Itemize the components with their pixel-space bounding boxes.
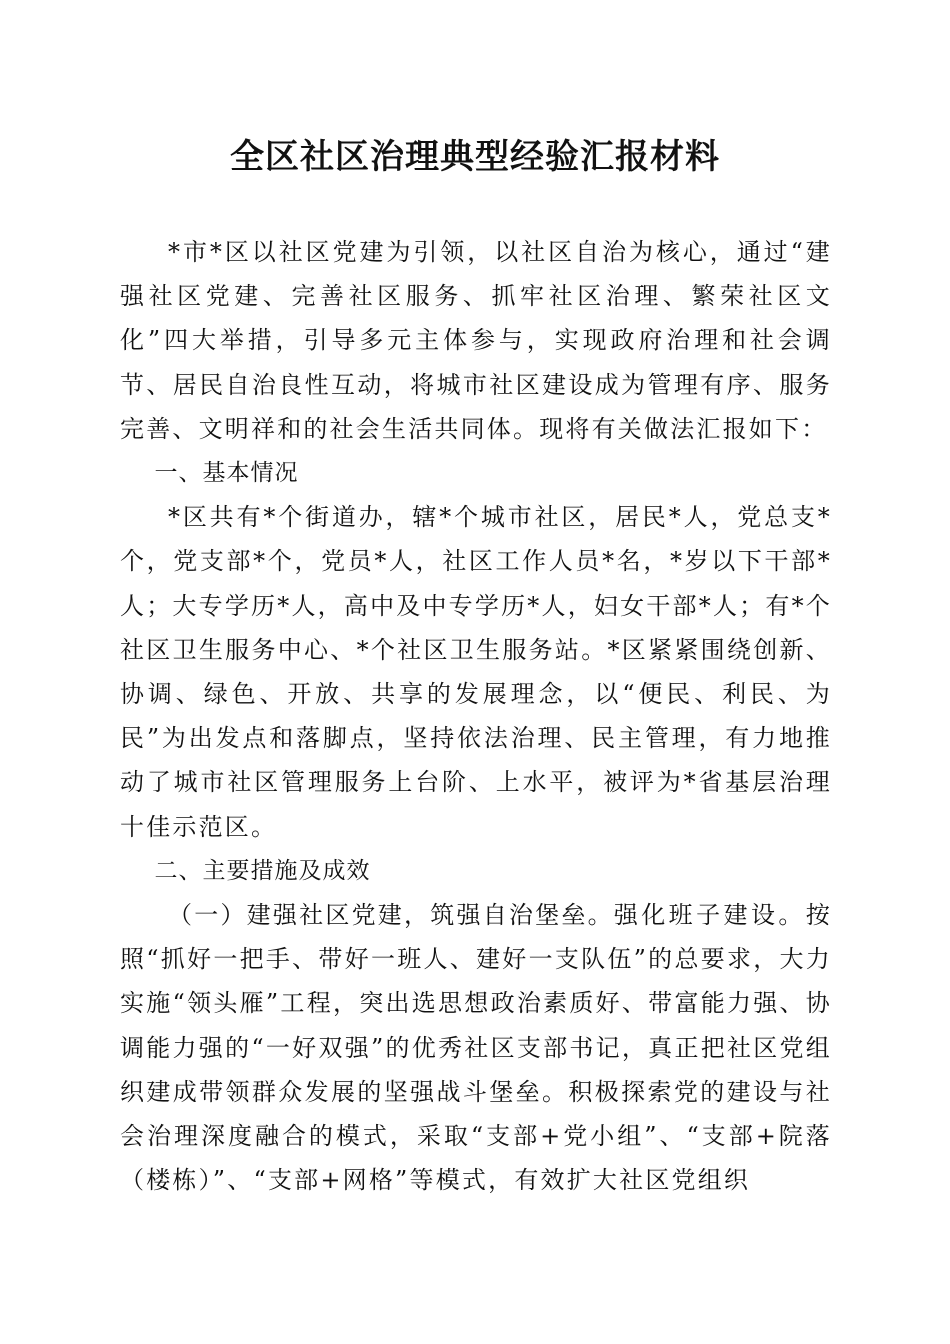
basic-situation-paragraph: *区共有*个街道办，辖*个城市社区，居民*人，党总支*个，党支部*个，党员*人，社区工作人员*名，*岁以下干部*人；大专学历*人，高中及中专学历*人，妇女干部*人；有*个社区卫生服务中心、*个社区卫生服务站。*区紧紧围绕创新、协调、绿色、开放、共享的发展理念，以“便民、利民、为民”为出发点和落脚点，坚持依法治理、民主管理，有力地推动了城市社区管理服务上台阶、上水平，被评为*省基层治理十佳示范区。 bbox=[120, 503, 832, 841]
subsection-text-party-building: 强化班子建设。按照“抓好一把手、带好一班人、建好一支队伍”的总要求，大力实施“领头雁”工程，突出选思想政治素质好、带富能力强、协调能力强的“一好双强”的优秀社区支部书记，真正把社区党组织建成带领群众发展的坚强战斗堡垒。积极探索党的建设与社会治理深度融合的模式，采取“支部+党小组”、“支部+院落（楼栋）”、“支部+网格”等模式，有效扩大社区党组织 bbox=[120, 901, 832, 1195]
document-title: 全区社区治理典型经验汇报材料 bbox=[230, 137, 720, 177]
section-heading-basic-situation: 一、基本情况 bbox=[154, 460, 299, 487]
subsection-lead-party-building: （一）建强社区党建，筑强自治堡垒。 bbox=[168, 901, 614, 930]
measures-paragraph bbox=[120, 893, 832, 1202]
intro-paragraph: *市*区以社区党建为引领，以社区自治为核心，通过“建强社区党建、完善社区服务、抓牢社区治理、繁荣社区文化”四大举措，引导多元主体参与，实现政府治理和社会调节、居民自治良性互动，将城市社区建设成为管理有序、服务完善、文明祥和的社会生活共同体。现将有关做法汇报如下： bbox=[120, 238, 832, 443]
section-heading-main-measures: 二、主要措施及成效 bbox=[154, 857, 371, 884]
document-body bbox=[120, 230, 832, 1202]
